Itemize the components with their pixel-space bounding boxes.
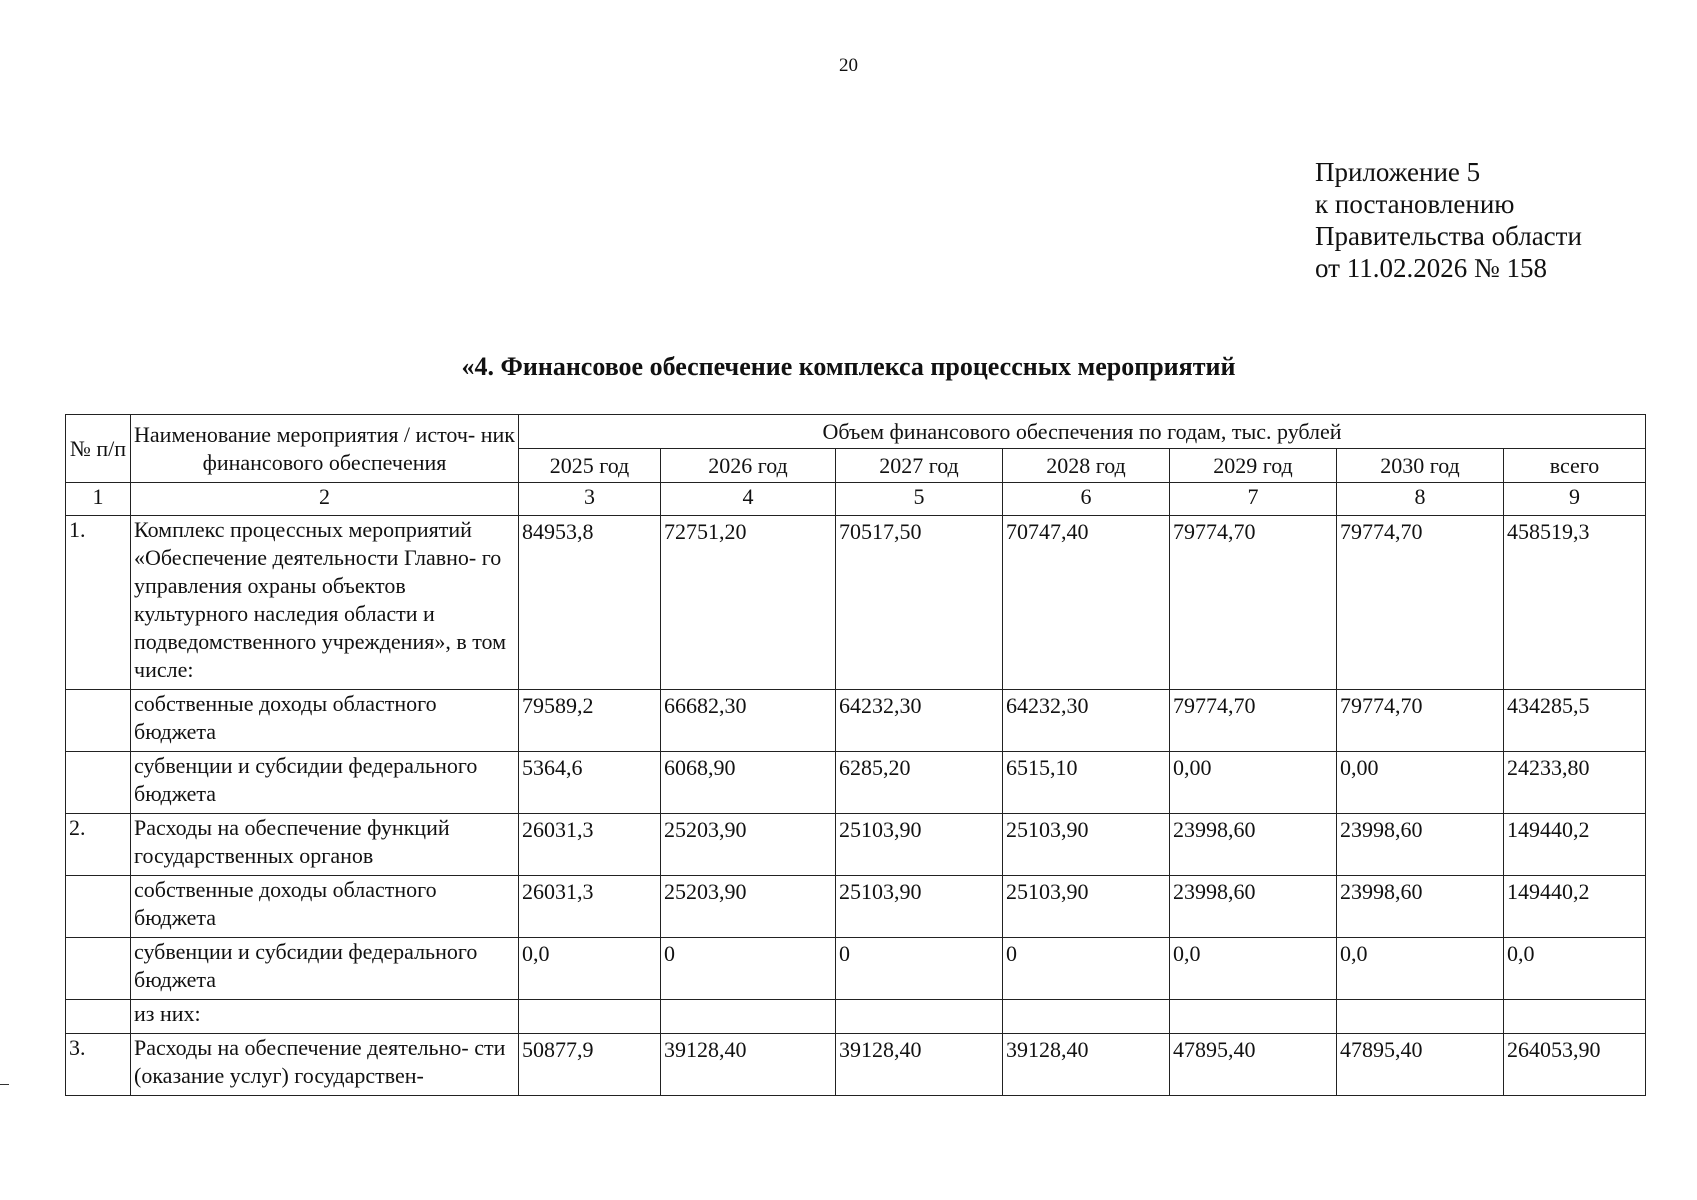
row-number [66, 1000, 131, 1034]
row-name: Расходы на обеспечение деятельно- сти (оказание услуг) государствен- [131, 1034, 519, 1096]
header-volume: Объем финансового обеспечения по годам, тыс. рублей [519, 415, 1646, 449]
row-value: 5364,6 [519, 752, 661, 814]
column-index: 9 [1504, 483, 1646, 516]
row-value [519, 1000, 661, 1034]
row-value: 79774,70 [1337, 690, 1504, 752]
row-value: 23998,60 [1170, 876, 1337, 938]
row-value: 0 [836, 938, 1003, 1000]
margin-mark [0, 1084, 9, 1085]
row-value: 23998,60 [1337, 814, 1504, 876]
appendix-line: от 11.02.2026 № 158 [1315, 253, 1547, 283]
row-value: 79589,2 [519, 690, 661, 752]
header-number: № п/п [66, 415, 131, 483]
header-year: 2027 год [836, 449, 1003, 483]
row-value: 26031,3 [519, 814, 661, 876]
row-total: 149440,2 [1504, 814, 1646, 876]
row-value: 0 [1003, 938, 1170, 1000]
row-name: собственные доходы областного бюджета [131, 690, 519, 752]
column-index: 4 [661, 483, 836, 516]
row-value: 23998,60 [1337, 876, 1504, 938]
row-total: 434285,5 [1504, 690, 1646, 752]
row-value: 47895,40 [1170, 1034, 1337, 1096]
row-value [661, 1000, 836, 1034]
row-number: 1. [66, 516, 131, 690]
financing-table [65, 414, 1646, 1096]
row-value: 39128,40 [661, 1034, 836, 1096]
header-total: всего [1504, 449, 1646, 483]
row-value: 50877,9 [519, 1034, 661, 1096]
row-value: 6285,20 [836, 752, 1003, 814]
row-value: 23998,60 [1170, 814, 1337, 876]
row-value: 79774,70 [1337, 516, 1504, 690]
row-value [1003, 1000, 1170, 1034]
column-index: 2 [131, 483, 519, 516]
row-number [66, 876, 131, 938]
row-value: 25103,90 [1003, 814, 1170, 876]
row-value: 84953,8 [519, 516, 661, 690]
row-value: 25103,90 [836, 876, 1003, 938]
row-value [1337, 1000, 1504, 1034]
column-index: 7 [1170, 483, 1337, 516]
header-name: Наименование мероприятия / источ- ник финансового обеспечения [131, 415, 519, 483]
table-row [66, 690, 1646, 752]
row-value: 64232,30 [836, 690, 1003, 752]
row-value: 47895,40 [1337, 1034, 1504, 1096]
row-value [836, 1000, 1003, 1034]
row-total: 0,0 [1504, 938, 1646, 1000]
row-total: 264053,90 [1504, 1034, 1646, 1096]
row-value: 0,0 [1170, 938, 1337, 1000]
row-value: 0,0 [1337, 938, 1504, 1000]
row-value: 70517,50 [836, 516, 1003, 690]
appendix-line: Приложение 5 [1315, 157, 1481, 187]
row-value: 25103,90 [1003, 876, 1170, 938]
table-row [66, 1034, 1646, 1096]
row-value: 26031,3 [519, 876, 661, 938]
header-year: 2025 год [519, 449, 661, 483]
header-year: 2026 год [661, 449, 836, 483]
row-name: Комплекс процессных мероприятий «Обеспечение деятельности Главно- го управления охраны объектов культурного наследия области и подведомственного учреждения», в том числе: [131, 516, 519, 690]
row-number: 3. [66, 1034, 131, 1096]
column-index: 1 [66, 483, 131, 516]
row-value: 6515,10 [1003, 752, 1170, 814]
row-name: из них: [131, 1000, 519, 1034]
row-value [1170, 1000, 1337, 1034]
header-year: 2030 год [1337, 449, 1504, 483]
row-total [1504, 1000, 1646, 1034]
table-row [66, 752, 1646, 814]
document-title: «4. Финансовое обеспечение комплекса процессных мероприятий [461, 352, 1236, 381]
column-index: 3 [519, 483, 661, 516]
header-year: 2028 год [1003, 449, 1170, 483]
row-name: субвенции и субсидии федерального бюджета [131, 938, 519, 1000]
table-row [66, 814, 1646, 876]
row-value: 0,00 [1170, 752, 1337, 814]
row-total: 458519,3 [1504, 516, 1646, 690]
table-row [66, 938, 1646, 1000]
page-number: 20 [839, 55, 858, 76]
header-year: 2029 год [1170, 449, 1337, 483]
row-total: 149440,2 [1504, 876, 1646, 938]
row-value: 39128,40 [836, 1034, 1003, 1096]
row-value: 66682,30 [661, 690, 836, 752]
row-name: Расходы на обеспечение функций государственных органов [131, 814, 519, 876]
row-number: 2. [66, 814, 131, 876]
row-number [66, 690, 131, 752]
column-index: 8 [1337, 483, 1504, 516]
column-index: 6 [1003, 483, 1170, 516]
row-value: 0,00 [1337, 752, 1504, 814]
row-value: 25203,90 [661, 814, 836, 876]
row-number [66, 752, 131, 814]
row-value: 0,0 [519, 938, 661, 1000]
row-value: 25103,90 [836, 814, 1003, 876]
row-value: 64232,30 [1003, 690, 1170, 752]
table-row [66, 876, 1646, 938]
row-total: 24233,80 [1504, 752, 1646, 814]
table-row [66, 1000, 1646, 1034]
row-value: 79774,70 [1170, 516, 1337, 690]
row-value: 79774,70 [1170, 690, 1337, 752]
row-value: 6068,90 [661, 752, 836, 814]
column-index: 5 [836, 483, 1003, 516]
row-name: собственные доходы областного бюджета [131, 876, 519, 938]
row-value: 25203,90 [661, 876, 836, 938]
row-name: субвенции и субсидии федерального бюджета [131, 752, 519, 814]
row-number [66, 938, 131, 1000]
row-value: 0 [661, 938, 836, 1000]
appendix-line: Правительства области [1315, 221, 1582, 251]
row-value: 39128,40 [1003, 1034, 1170, 1096]
row-value: 70747,40 [1003, 516, 1170, 690]
table-row [66, 516, 1646, 690]
row-value: 72751,20 [661, 516, 836, 690]
appendix-block [1315, 156, 1582, 284]
appendix-line: к постановлению [1315, 189, 1515, 219]
